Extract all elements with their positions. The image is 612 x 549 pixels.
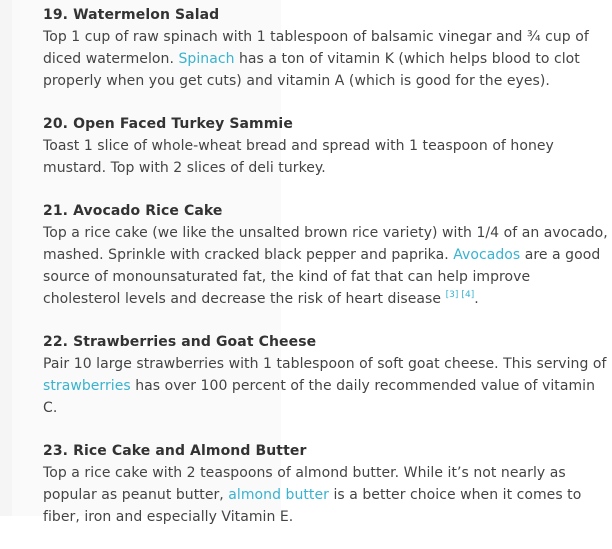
item-text: . [474, 291, 479, 307]
strawberries-link[interactable]: strawberries [43, 378, 131, 394]
item-text: Top a rice cake (we like the unsalted brown rice variety) with 1/4 of an avocado, mashed. Sprinkle with cracked black pepper and paprika. [43, 225, 608, 263]
article-body [43, 4, 608, 549]
item-heading: 21. Avocado Rice Cake [43, 203, 223, 219]
item-text: has over 100 percent of the daily recommended value of vitamin C. [43, 378, 595, 416]
item-text: Top 1 cup of raw spinach with 1 tablespoon of balsamic vinegar and ¾ cup of diced watermelon. [43, 29, 589, 67]
citation-3-link[interactable]: [3] [445, 290, 459, 300]
snack-item-21 [43, 200, 608, 310]
item-text: Top a rice cake with 2 teaspoons of almond butter. While it’s not nearly as popular as peanut butter, [43, 465, 566, 503]
item-text: Pair 10 large strawberries with 1 tablespoon of soft goat cheese. This serving of [43, 356, 607, 372]
item-text: has a ton of vitamin K (which helps blood to clot properly when you get cuts) and vitamin A (which is good for the eyes). [43, 51, 580, 89]
snack-item-22 [43, 331, 608, 419]
item-description [43, 26, 608, 92]
item-text: are a good source of monounsaturated fat, the kind of fat that can help improve cholesterol levels and decrease the risk of heart disease [43, 247, 601, 307]
snack-item-19 [43, 4, 608, 92]
avocados-link[interactable]: Avocados [453, 247, 521, 263]
citation-refs [446, 290, 475, 300]
item-heading: 22. Strawberries and Goat Cheese [43, 334, 317, 350]
item-description [43, 222, 608, 310]
snack-item-23 [43, 440, 608, 528]
item-heading: 19. Watermelon Salad [43, 7, 220, 23]
item-description: Toast 1 slice of whole-wheat bread and spread with 1 teaspoon of honey mustard. Top with 2 slices of deli turkey. [43, 138, 554, 176]
item-heading: 20. Open Faced Turkey Sammie [43, 116, 293, 132]
item-heading: 23. Rice Cake and Almond Butter [43, 443, 307, 459]
spinach-link[interactable]: Spinach [178, 51, 235, 67]
item-description [43, 353, 608, 419]
citation-4-link[interactable]: [4] [461, 290, 475, 300]
snack-item-20 [43, 113, 608, 179]
item-description [43, 462, 608, 528]
left-margin [0, 0, 12, 516]
item-text: is a better choice when it comes to fiber, iron and especially Vitamin E. [43, 487, 582, 525]
almond-butter-link[interactable]: almond butter [228, 487, 329, 503]
